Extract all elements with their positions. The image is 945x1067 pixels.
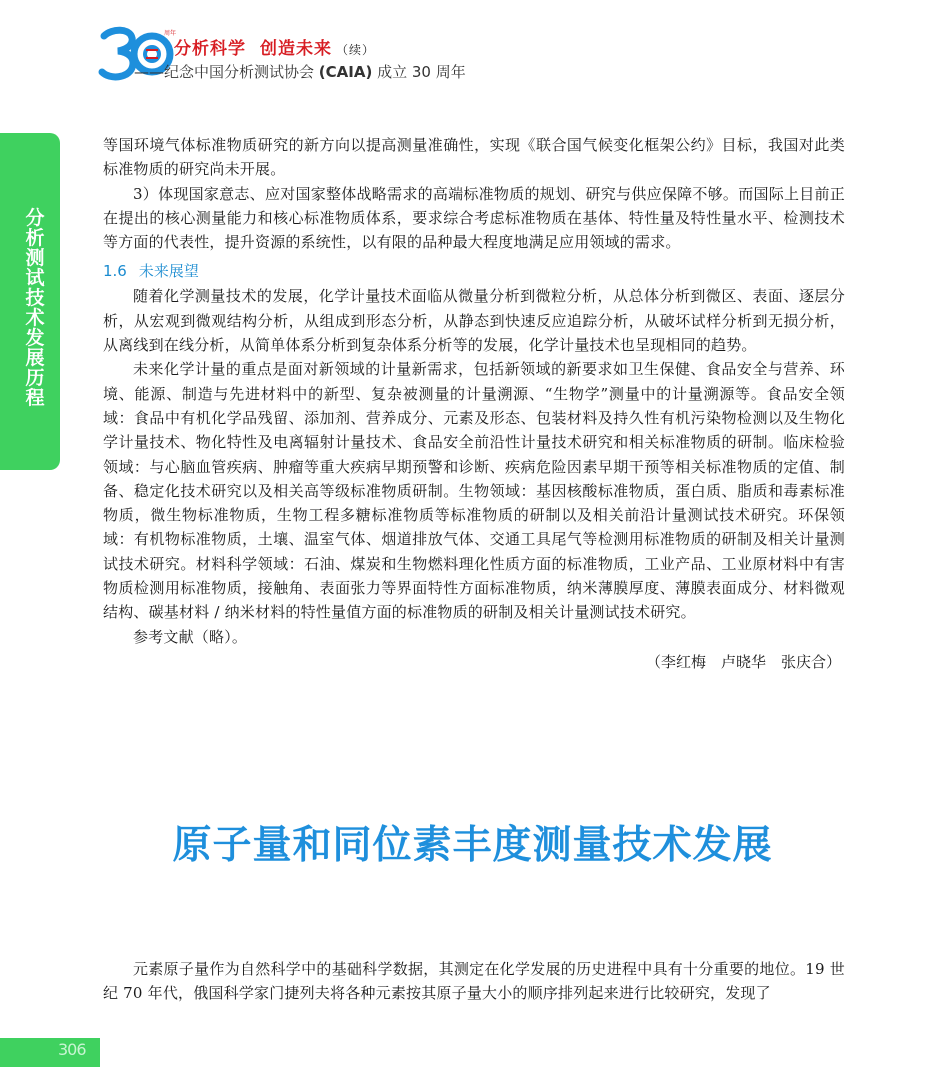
header-title-suffix: （续） [336,43,376,57]
chapter-title: 原子量和同位素丰度测量技术发展 [172,822,773,868]
page-header [98,26,518,86]
page-number: 306 [58,1040,86,1059]
main-content [103,133,845,675]
authors-line: （李红梅 卢晓华 张庆合） [645,652,841,671]
header-title [174,34,375,59]
chapter-intro-paragraph: 元素原子量作为自然科学中的基础科学数据，其测定在化学发展的历史进程中具有十分重要的地位。19 世纪 70 年代，俄国科学家门捷列夫将各种元素按其原子量大小的顺序排列起来进行比较研究，发现了 [103,960,845,1003]
paragraph-outlook-1: 随着化学测量技术的发展，化学计量技术面临从微量分析到微粒分析，从总体分析到微区、表面、逐层分析，从宏观到微观结构分析，从组成到形态分析，从静态到快速反应追踪分析，从破坏试样分析到无损分析，从离线到在线分析，从简单体系分析到复杂体系分析等的发展，化学计量技术也呈现相同的趋势。 [103,287,845,355]
svg-text:周年: 周年 [164,30,176,37]
references-note: 参考文献（略）。 [133,627,248,646]
section-title: 未来展望 [138,262,199,281]
header-subtitle-abbr: (CAIA) [318,63,373,81]
section-heading [103,260,845,282]
side-tab-label: 分析测试技术发展历程 [25,207,45,409]
header-subtitle-suffix: 成立 30 周年 [377,63,466,81]
header-title-part2: 创造未来 [260,39,332,59]
header-subtitle [134,61,466,82]
paragraph-continuation: 等国环境气体标准物质研究的新方向以提高测量准确性，实现《联合国气候变化框架公约》目标，我国对此类标准物质的研究尚未开展。 [103,136,845,179]
header-title-part1: 分析科学 [174,39,246,59]
chapter-content [103,957,845,1006]
section-number: 1.6 [103,262,127,281]
paragraph-point-3: 3）体现国家意志、应对国家整体战略需求的高端标准物质的规划、研究与供应保障不够。而国际上目前正在提出的核心测量能力和核心标准物质体系，要求综合考虑标准物质在基体、特性量及特性量水平、检测技术等方面的代表性，提升资源的系统性，以有限的品种最大程度地满足应用领域的需求。 [103,184,845,252]
paragraph-outlook-2: 未来化学计量的重点是面对新领域的计量新需求，包括新领域的新要求如卫生保健、食品安全与营养、环境、能源、制造与先进材料中的新型、复杂被测量的计量溯源、“生物学”测量中的计量溯源等。食品安全领域：食品中有机化学品残留、添加剂、营养成分、元素及形态、包装材料及持久性有机污染物检测以及生物化学计量技术、物化特性及电离辐射计量技术、食品安全前沿性计量技术研究和相关标准物质的研制。临床检验领域：与心脑血管疾病、肿瘤等重大疾病早期预警和诊断、疾病危险因素早期干预等相关标准物质的定值、制备、稳定化技术研究以及相关高等级标准物质研制。生物领域：基因核酸标准物质，蛋白质、脂质和毒素标准物质，微生物标准物质，生物工程多糖标准物质等标准物质的研制以及相关前沿计量测试技术研究。环保领域：有机物标准物质，土壤、温室气体、烟道排放气体、交通工具尾气等检测用标准物质的研制及相关计量测试技术研究。材料科学领域：石油、煤炭和生物燃料理化性质方面的标准物质，工业产品、工业原材料中有害物质检测用标准物质，接触角、表面张力等界面特性方面标准物质，纳米薄膜厚度、薄膜表面成分、材料微观结构、碳基材料 / 纳米材料的特性量值方面的标准物质的研制及相关计量测试技术研究。 [103,360,845,622]
header-subtitle-prefix: ——纪念中国分析测试协会 [134,63,315,81]
